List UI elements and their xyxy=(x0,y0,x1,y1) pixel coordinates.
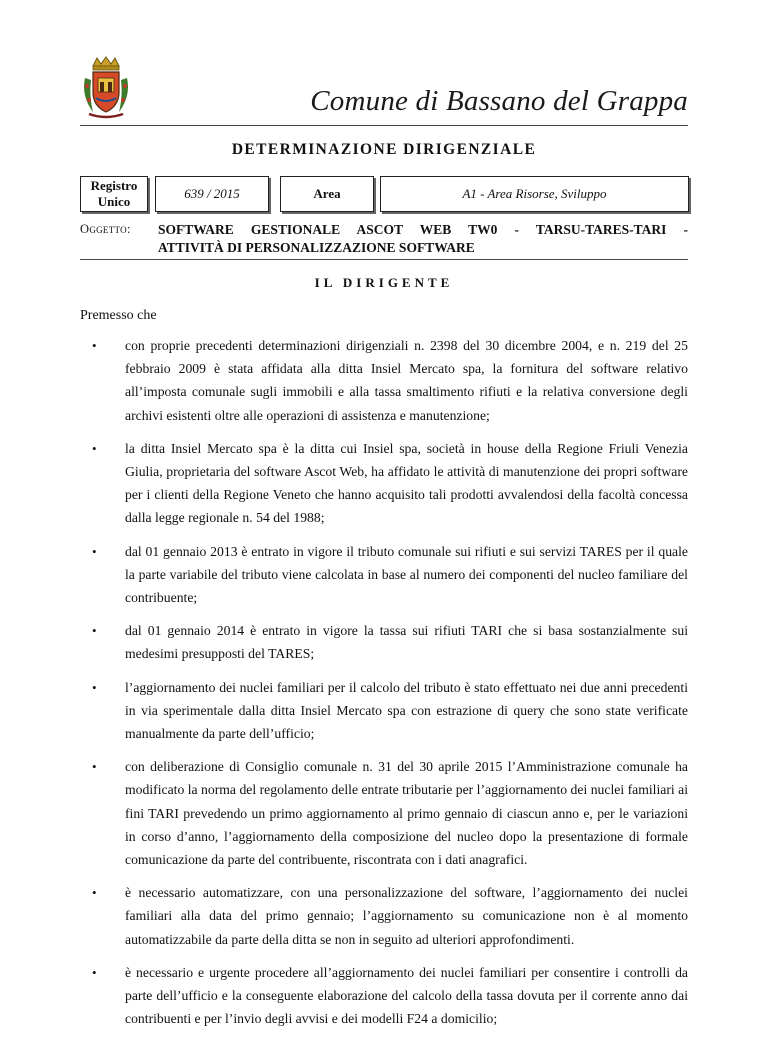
list-item xyxy=(80,334,688,427)
bullet-icon: • xyxy=(92,759,97,775)
bullet-icon: • xyxy=(92,623,97,639)
bullet-icon: • xyxy=(92,964,97,980)
premise-list xyxy=(80,334,688,1040)
area-label-box xyxy=(280,176,374,212)
area-label: Area xyxy=(313,186,341,201)
subject-line-2: ATTIVITÀ DI PERSONALIZZAZIONE SOFTWARE xyxy=(158,240,475,255)
bullet-icon: • xyxy=(92,440,97,456)
list-item-text: dal 01 gennaio 2014 è entrato in vigore la tassa sui rifiuti TARI che si basa sostanzialmente sui medesimi presupposti del TARES; xyxy=(125,623,688,662)
list-item-text: l’aggiornamento dei nuclei familiari per il calcolo del tributo è stato effettuato nei due anni precedenti in via sperimentale dalla ditta Insiel Mercato spa con estrazione di query che sono state verificate manualmente da parte dell’ufficio; xyxy=(125,679,688,742)
list-item-text: è necessario automatizzare, con una personalizzazione del software, l’aggiornamento dei nuclei familiari alla data del primo gennaio; l’aggiornamento su comunicazione non è al momento automatizzabile da parte della ditta se non in seguito ad ulteriori approfondimenti. xyxy=(125,885,688,947)
list-item xyxy=(80,540,688,610)
registry-label: Registro Unico xyxy=(90,178,138,209)
subject-line-1: SOFTWARE GESTIONALE ASCOT WEB TW0 - TARSU-TARES-TARI - xyxy=(158,222,688,237)
registry-value-box xyxy=(155,176,269,212)
list-item xyxy=(80,881,688,951)
list-item-text: è necessario e urgente procedere all’aggiornamento dei nuclei familiari per consentire i controlli da parte dell’ufficio e la conseguente elaborazione del calcolo della tassa dovuta per il corrente anno dai contribuenti e per l’invio degli avvisi e dei modelli F24 a domicilio; xyxy=(125,964,688,1027)
list-item-text: la ditta Insiel Mercato spa è la ditta cui Insiel spa, società in house della Regione Friuli Venezia Giulia, proprietaria del software Ascot Web, ha affidato le attività di manutenzione dei propri software per i clienti della Regione Veneto che hanno acquisito tali prodotti avvalendosi della facoltà concessa dalla legge regionale n. 54 del 1988; xyxy=(125,440,688,526)
subject-label: Oggetto: xyxy=(80,222,131,236)
list-item-text: con deliberazione di Consiglio comunale n. 31 del 30 aprile 2015 l’Amministrazione comunale ha modificato la norma del regolamento delle entrate tributarie per l’aggiornamento dei nuclei familiari ai fini TARI prevedendo un primo aggiornamento al primo gennaio di ciascun anno e, per le variazioni in corso d’anno, l’aggiornamento della composizione del nucleo dopo la presentazione di formale comunicazione da parte del contribuente, riscontrata con i dati anagrafici. xyxy=(125,759,688,868)
coat-of-arms-icon xyxy=(79,56,133,120)
area-value: A1 - Area Risorse, Sviluppo xyxy=(462,186,607,201)
bullet-icon: • xyxy=(92,885,97,901)
bullet-icon: • xyxy=(92,679,97,695)
header-divider xyxy=(80,125,688,126)
bullet-icon: • xyxy=(92,338,97,353)
registry-label-box xyxy=(80,176,148,212)
premise-text: Premesso che xyxy=(80,308,157,323)
area-value-box xyxy=(380,176,689,212)
list-item-text: con proprie precedenti determinazioni dirigenziali n. 2398 del 30 dicembre 2004, e n. 219 del 25 febbraio 2009 è stata affidata alla ditta Insiel Mercato spa, la fornitura del software relativo all’imposta comunale sugli immobili e alla tassa smaltimento rifiuti e la relativa conversione degli archivi esistenti oltre alle operazioni di assistenza e manutenzione; xyxy=(125,338,688,423)
list-item xyxy=(80,961,688,1031)
bullet-icon: • xyxy=(92,543,97,559)
municipality-name: Comune di Bassano del Grappa xyxy=(310,85,688,117)
list-item xyxy=(80,676,688,746)
registry-number: 639 / 2015 xyxy=(184,186,240,201)
subject-text xyxy=(158,221,688,257)
section-title: IL DIRIGENTE xyxy=(314,275,454,290)
list-item xyxy=(80,437,688,530)
list-item-text: dal 01 gennaio 2013 è entrato in vigore il tributo comunale sui rifiuti e sui servizi TARES per il quale la parte variabile del tributo viene calcolata in base al numero dei componenti del nucleo familiare del contribuente; xyxy=(125,543,688,606)
document-type-title: DETERMINAZIONE DIRIGENZIALE xyxy=(231,141,537,158)
subject-divider xyxy=(80,259,688,260)
list-item xyxy=(80,755,688,871)
list-item xyxy=(80,619,688,665)
